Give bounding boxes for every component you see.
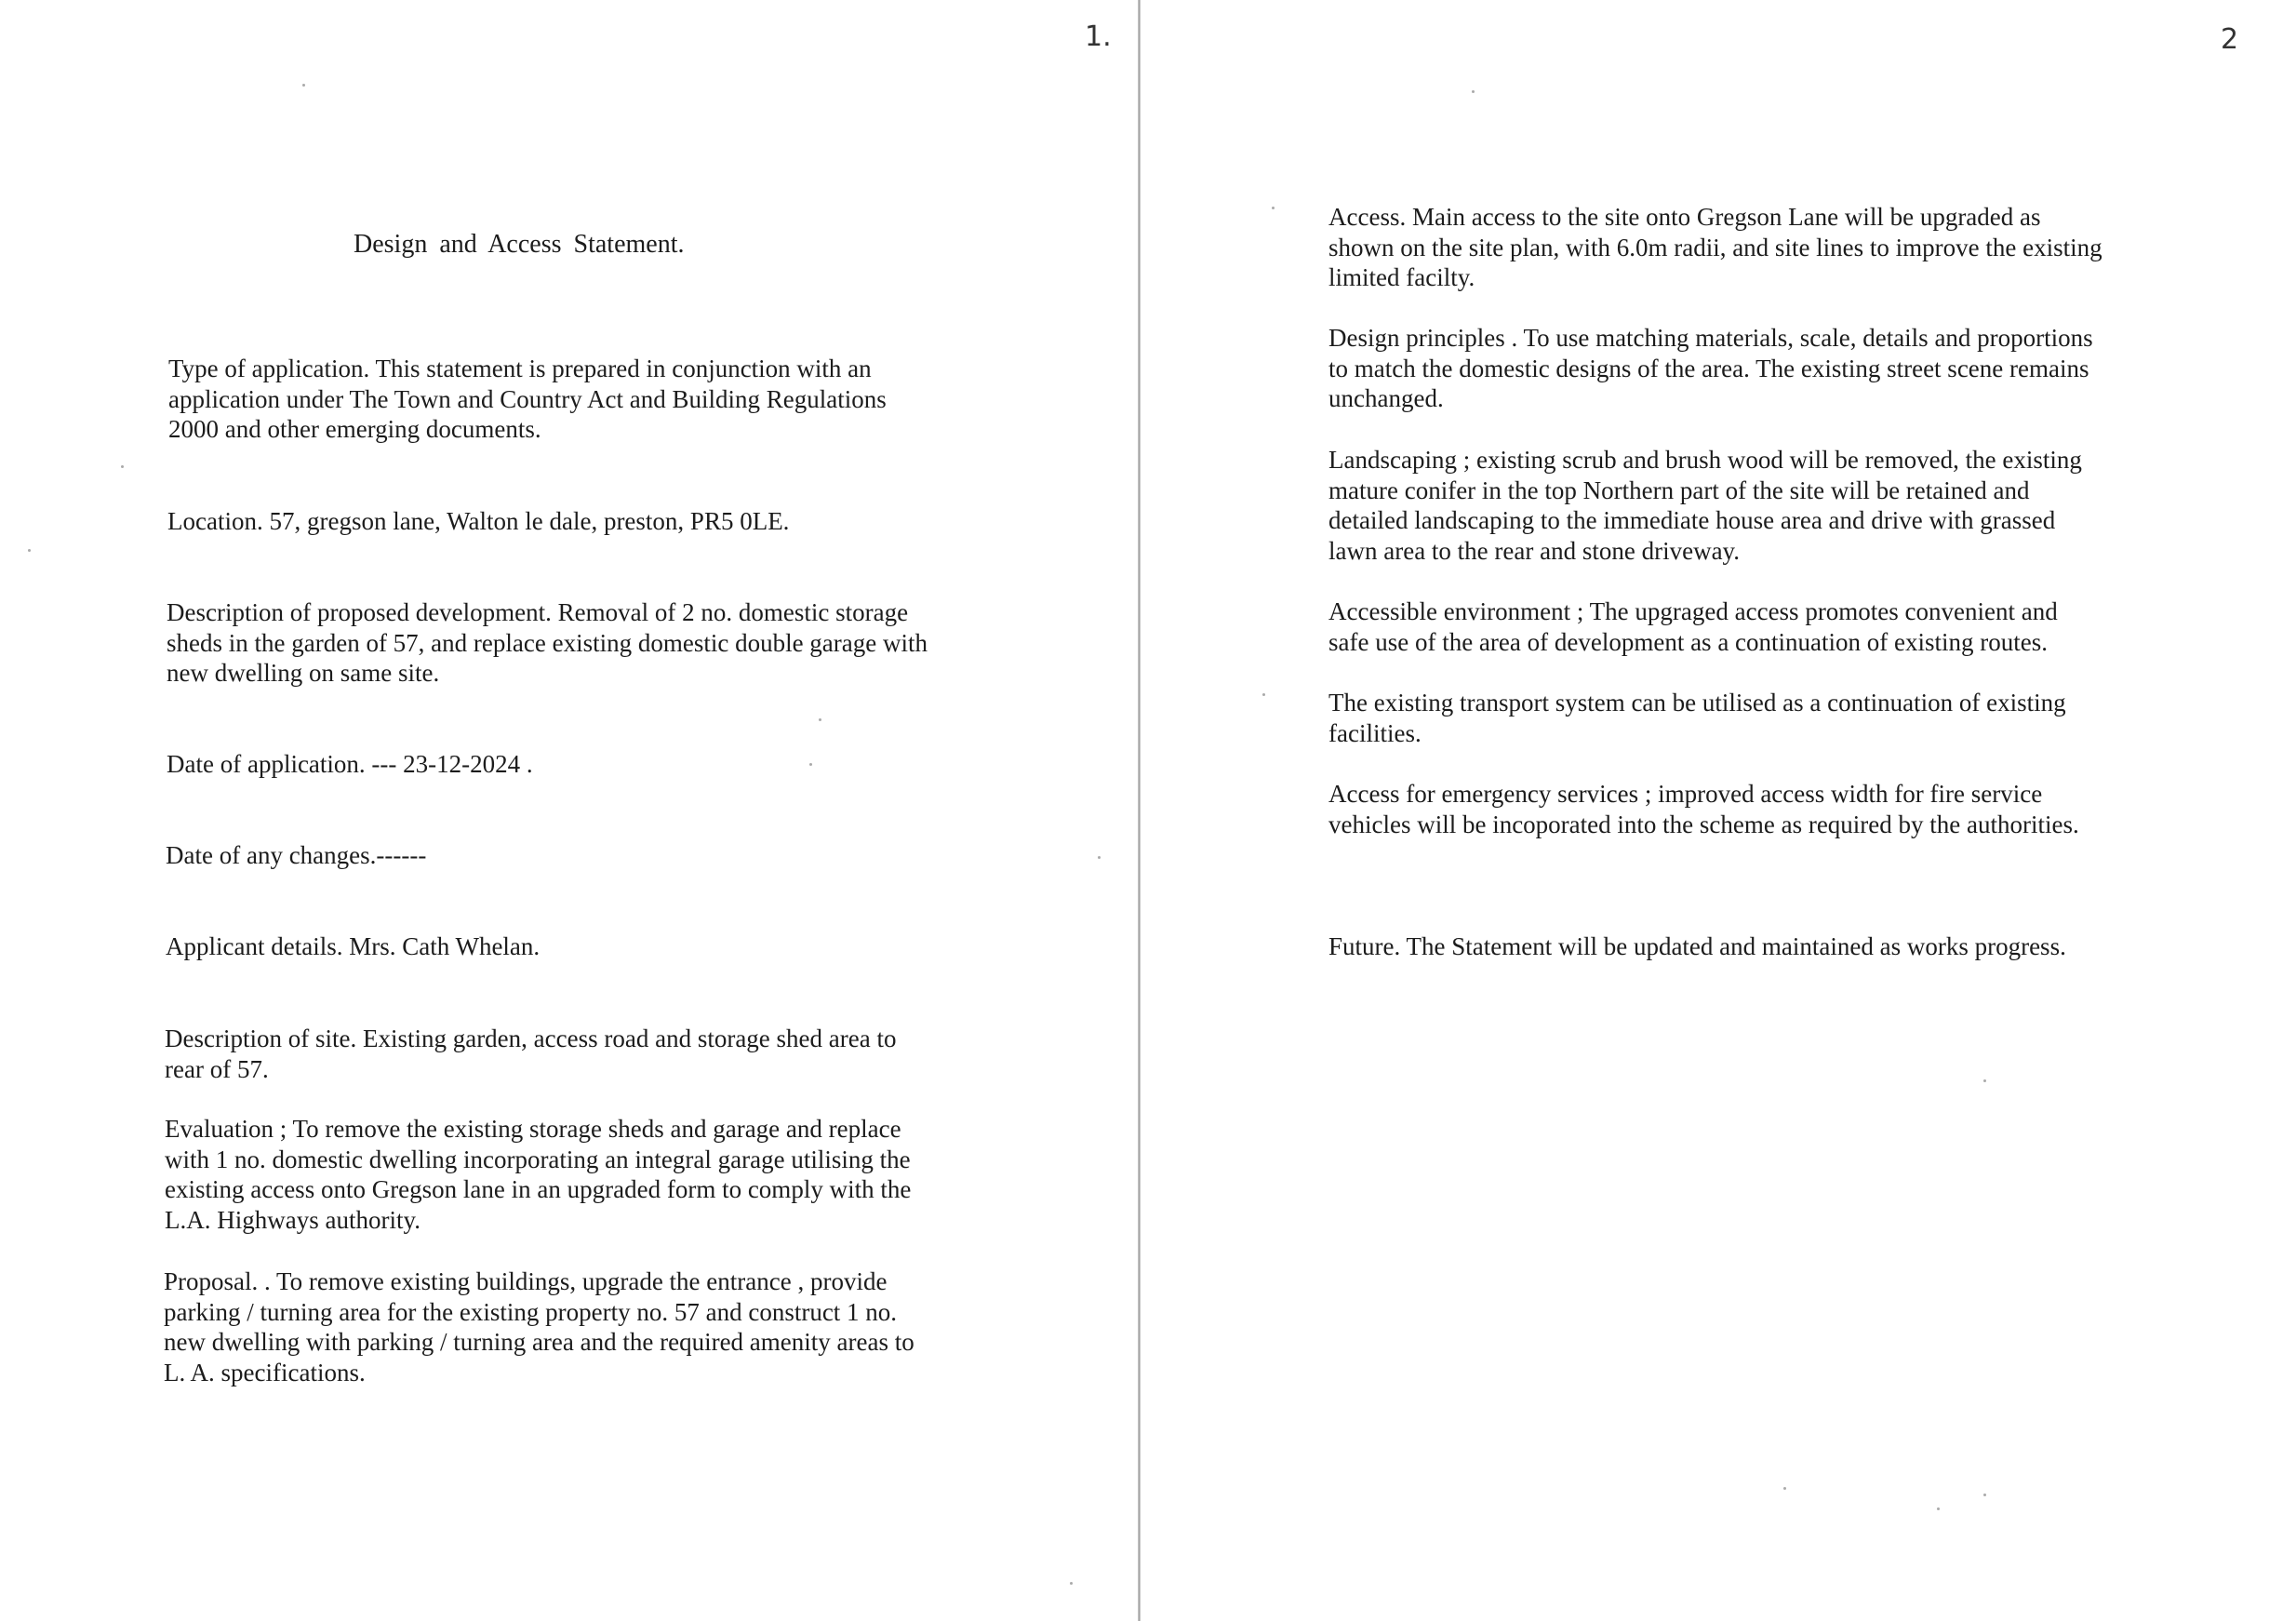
applicant-details-paragraph: Applicant details. Mrs. Cath Whelan. xyxy=(166,932,541,960)
emergency-services-paragraph: Access for emergency services ; improved access width for fire service vehicles will be incoporated into the scheme as required by the authorities. xyxy=(1328,780,2079,838)
scan-speck xyxy=(1783,1487,1786,1490)
scan-speck xyxy=(28,549,31,552)
page-number-right: 2 xyxy=(2221,23,2239,56)
evaluation-paragraph: Evaluation ; To remove the existing storage sheds and garage and replace with 1 no. domestic dwelling incorporating an integral garage utilising the existing access onto Gregson lane in an upgraded form to comply with the L.A. Highways authority. xyxy=(165,1115,912,1234)
scan-speck xyxy=(1937,1507,1940,1510)
scan-speck xyxy=(121,465,124,468)
date-of-application-paragraph: Date of application. --- 23-12-2024 . xyxy=(167,750,533,778)
date-of-changes-paragraph: Date of any changes.------ xyxy=(166,841,427,869)
accessible-environment-paragraph: Accessible environment ; The upgraged access promotes convenient and safe use of the area of development as a continuation of existing routes. xyxy=(1328,597,2058,656)
scan-speck xyxy=(302,84,305,87)
scan-speck xyxy=(819,718,821,721)
description-of-site-paragraph: Description of site. Existing garden, access road and storage shed area to rear of 57. xyxy=(165,1025,897,1083)
design-principles-paragraph: Design principles . To use matching materials, scale, details and proportions to match the domestic designs of the area. The existing street scene remains unchanged. xyxy=(1328,324,2093,412)
description-of-development-paragraph: Description of proposed development. Removal of 2 no. domestic storage sheds in the garden of 57, and replace existing domestic double garage with new dwelling on same site. xyxy=(167,598,928,687)
scan-speck xyxy=(1472,90,1475,93)
access-paragraph: Access. Main access to the site onto Gregson Lane will be upgraded as shown on the site plan, with 6.0m radii, and site lines to improve the existing limited facilty. xyxy=(1328,203,2102,291)
scan-speck xyxy=(1983,1079,1986,1082)
right-page xyxy=(1141,0,2296,1621)
future-paragraph: Future. The Statement will be updated and maintained as works progress. xyxy=(1328,932,2066,960)
page-number-left: 1. xyxy=(1085,20,1112,53)
scan-speck xyxy=(1983,1494,1986,1496)
scan-speck xyxy=(809,763,812,766)
scan-speck xyxy=(1262,693,1265,696)
type-of-application-paragraph: Type of application. This statement is prepared in conjunction with an application under The Town and Country Act and Building Regulations 2000 and other emerging documents. xyxy=(168,355,887,443)
scan-speck xyxy=(1098,856,1101,859)
page-gutter-divider xyxy=(1138,0,1141,1621)
proposal-paragraph: Proposal. . To remove existing buildings, upgrade the entrance , provide parking / turning area for the existing property no. 57 and construct 1 no. new dwelling with parking / turning area and the required amenity areas to L. A. specifications. xyxy=(164,1267,914,1387)
left-page xyxy=(0,0,1138,1621)
landscaping-paragraph: Landscaping ; existing scrub and brush wood will be removed, the existing mature conifer in the top Northern part of the site will be retained and detailed landscaping to the immediate house area and drive with grassed lawn area to the rear and stone driveway. xyxy=(1328,446,2082,565)
scan-speck xyxy=(1272,207,1275,209)
document-title: Design and Access Statement. xyxy=(354,230,685,259)
transport-system-paragraph: The existing transport system can be utilised as a continuation of existing facilities. xyxy=(1328,689,2066,747)
location-paragraph: Location. 57, gregson lane, Walton le dale, preston, PR5 0LE. xyxy=(167,507,790,535)
scan-speck xyxy=(1070,1582,1073,1585)
